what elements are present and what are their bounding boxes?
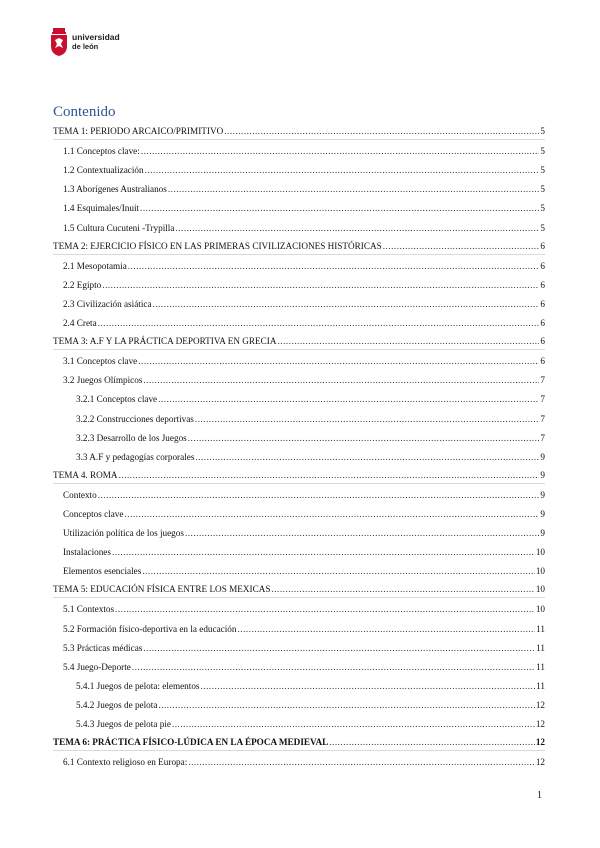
toc-entry[interactable] (53, 159, 545, 178)
toc-dot-leader (172, 719, 535, 730)
toc-dot-leader (153, 299, 540, 310)
toc-entry[interactable] (53, 484, 545, 503)
toc-dot-leader (102, 280, 539, 291)
toc-entry-label: 2.1 Mesopotamia (63, 260, 127, 271)
page-number: 1 (537, 790, 542, 801)
toc-dot-leader (224, 126, 539, 137)
toc-entry-label: 3.2.2 Construcciones deportivas (76, 413, 194, 424)
toc-entry[interactable] (53, 178, 545, 197)
toc-entry-label: 3.2.3 Desarrollo de los Juegos (76, 432, 187, 443)
toc-entry[interactable] (53, 656, 545, 675)
toc-entry-page: 10 (535, 547, 545, 558)
toc-entry[interactable] (53, 407, 545, 426)
toc-dot-leader (98, 318, 540, 329)
toc-entry-label: 5.4.2 Juegos de pelota (76, 699, 158, 710)
toc-entry-page: 6 (540, 260, 545, 271)
toc-entry[interactable] (53, 541, 545, 560)
toc-entry[interactable] (53, 446, 545, 465)
toc-entry[interactable] (53, 197, 545, 216)
toc-entry-page: 6 (540, 336, 545, 347)
toc-entry-page: 6 (540, 356, 545, 367)
toc-dot-leader (329, 737, 535, 748)
toc-entry-page: 11 (536, 623, 545, 634)
toc-entry[interactable] (53, 274, 545, 293)
toc-entry-label: 6.1 Contexto religioso en Europa: (63, 757, 188, 768)
toc-entry-label: 5.2 Formación físico-deportiva en la educación (63, 623, 237, 634)
toc-entry[interactable] (53, 617, 545, 636)
toc-dot-leader (185, 528, 539, 539)
toc-entry-label: 2.3 Civilización asiática (63, 298, 152, 309)
toc-entry[interactable] (53, 579, 545, 598)
toc-dot-leader (195, 414, 540, 425)
toc-entry[interactable] (53, 331, 545, 350)
toc-entry-label: TEMA 2: EJERCICIO FÍSICO EN LAS PRIMERAS CIVILIZACIONES HISTÓRICAS (53, 240, 382, 251)
toc-entry-label: 1.5 Cultura Cucuteni -Trypilla (63, 222, 175, 233)
toc-entry-page: 7 (540, 432, 545, 443)
toc-entry-label: TEMA 4. ROMA (53, 469, 118, 480)
toc-dot-leader (128, 261, 540, 272)
toc-dot-leader (145, 165, 540, 176)
logo-line-1: universidad (72, 32, 120, 42)
toc-entry-label: 5.3 Prácticas médicas (63, 642, 143, 653)
toc-entry[interactable] (53, 675, 545, 694)
toc-dot-leader (115, 604, 535, 615)
toc-entry-label: Conceptos clave (63, 508, 124, 519)
toc-entry-page: 6 (540, 298, 545, 309)
toc-entry[interactable] (53, 713, 545, 732)
toc-entry-label: Instalaciones (63, 547, 111, 558)
toc-entry-label: 5.4.1 Juegos de pelota: elementos (76, 680, 200, 691)
table-of-contents (53, 121, 545, 770)
toc-entry-label: 3.2.1 Conceptos clave (76, 394, 158, 405)
toc-entry-page: 9 (540, 469, 545, 480)
toc-dot-leader (143, 375, 539, 386)
toc-dot-leader (124, 509, 539, 520)
toc-entry-page: 9 (540, 508, 545, 519)
toc-entry-page: 11 (536, 642, 545, 653)
toc-entry-label: TEMA 3: A.F Y LA PRÁCTICA DEPORTIVA EN GRECIA (53, 336, 277, 347)
toc-entry-label: 1.3 Aborígenes Australianos (63, 184, 167, 195)
toc-entry-label: 2.4 Creta (63, 318, 97, 329)
toc-entry-page: 6 (540, 240, 545, 251)
toc-entry-page: 9 (540, 451, 545, 462)
toc-entry-label: 5.4.3 Juegos de pelota pie (76, 719, 171, 729)
logo-line-2: de león (72, 42, 99, 51)
toc-entry-label: 3.3 A.F y pedagogías corporales (76, 451, 195, 462)
crest-icon (50, 28, 68, 56)
toc-entry[interactable] (53, 427, 545, 446)
toc-title: Contenido (53, 104, 116, 120)
toc-dot-leader (98, 490, 540, 501)
toc-entry[interactable] (53, 503, 545, 522)
toc-entry-page: 6 (540, 279, 545, 290)
toc-entry-label: 1.2 Contextualización (63, 165, 144, 176)
toc-entry[interactable] (53, 140, 545, 159)
toc-entry[interactable] (53, 465, 545, 484)
toc-entry[interactable] (53, 751, 545, 770)
toc-entry-page: 9 (540, 528, 545, 539)
toc-entry-page: 12 (535, 757, 545, 768)
toc-entry-page: 5 (540, 222, 545, 233)
toc-entry-label: Utilización política de los juegos (63, 528, 184, 539)
toc-entry[interactable] (53, 350, 545, 369)
toc-dot-leader (138, 356, 539, 367)
toc-dot-leader (158, 700, 534, 711)
toc-entry-page: 5 (540, 126, 545, 137)
toc-entry-page: 9 (540, 489, 545, 500)
toc-entry[interactable] (53, 312, 545, 331)
toc-entry-label: 5.1 Contextos (63, 604, 115, 615)
toc-entry[interactable] (53, 637, 545, 656)
toc-entry[interactable] (53, 236, 545, 255)
toc-entry[interactable] (53, 369, 545, 388)
toc-dot-leader (158, 394, 539, 405)
toc-entry-page: 12 (535, 737, 545, 748)
toc-dot-leader (383, 241, 540, 252)
toc-entry[interactable] (53, 255, 545, 274)
toc-dot-leader (143, 643, 535, 654)
toc-entry-label: TEMA 6: PRÁCTICA FÍSICO-LÚDICA EN LA ÉPOCA MEDIEVAL (53, 737, 329, 748)
toc-entry-page: 5 (540, 203, 545, 214)
university-logo (50, 26, 120, 58)
toc-entry-page: 11 (536, 680, 545, 691)
toc-entry-page: 5 (540, 165, 545, 176)
toc-entry[interactable] (53, 732, 545, 751)
toc-entry-page: 11 (536, 661, 545, 672)
toc-dot-leader (188, 433, 540, 444)
toc-entry-label: 1.1 Conceptos clave: (63, 146, 140, 157)
toc-entry[interactable] (53, 694, 545, 713)
toc-entry[interactable] (53, 522, 545, 541)
toc-entry-page: 12 (535, 719, 545, 729)
toc-dot-leader (188, 757, 535, 768)
toc-entry-label: TEMA 1: PERIODO ARCAICO/PRIMITIVO (53, 126, 224, 137)
toc-entry-label: 3.2 Juegos Olímpicos (63, 375, 143, 386)
toc-dot-leader (142, 566, 534, 577)
toc-entry[interactable] (53, 560, 545, 579)
toc-entry-page: 7 (540, 394, 545, 405)
toc-dot-leader (112, 547, 535, 558)
toc-entry-label: Elementos esenciales (63, 566, 142, 577)
logo-text (72, 33, 120, 51)
toc-dot-leader (119, 470, 540, 481)
toc-entry-page: 10 (535, 604, 545, 615)
toc-entry-page: 10 (535, 566, 545, 577)
toc-dot-leader (132, 662, 535, 673)
toc-dot-leader (175, 223, 539, 234)
toc-entry[interactable] (53, 216, 545, 235)
toc-entry-label: 5.4 Juego-Deporte (63, 661, 131, 672)
toc-dot-leader (271, 584, 534, 595)
toc-dot-leader (168, 184, 540, 195)
toc-dot-leader (237, 624, 535, 635)
toc-dot-leader (277, 336, 539, 347)
toc-entry-page: 5 (540, 146, 545, 157)
toc-entry[interactable] (53, 121, 545, 140)
toc-entry-page: 12 (535, 699, 545, 710)
toc-entry-page: 7 (540, 413, 545, 424)
toc-entry-label: Contexto (63, 489, 97, 500)
toc-dot-leader (141, 146, 540, 157)
toc-entry-label: TEMA 5: EDUCACIÓN FÍSICA ENTRE LOS MEXICAS (53, 584, 271, 595)
toc-entry-page: 6 (540, 318, 545, 329)
toc-entry-page: 7 (540, 375, 545, 386)
toc-entry[interactable] (53, 598, 545, 617)
toc-dot-leader (140, 203, 539, 214)
toc-entry[interactable] (53, 388, 545, 407)
toc-entry-page: 10 (535, 584, 545, 595)
toc-entry-label: 3.1 Conceptos clave (63, 356, 138, 367)
toc-dot-leader (201, 681, 536, 692)
toc-entry-label: 1.4 Esquimales/Inuit (63, 203, 140, 214)
toc-entry-page: 5 (540, 184, 545, 195)
toc-dot-leader (195, 452, 539, 463)
toc-entry-label: 2.2 Egipto (63, 279, 102, 290)
toc-entry[interactable] (53, 293, 545, 312)
